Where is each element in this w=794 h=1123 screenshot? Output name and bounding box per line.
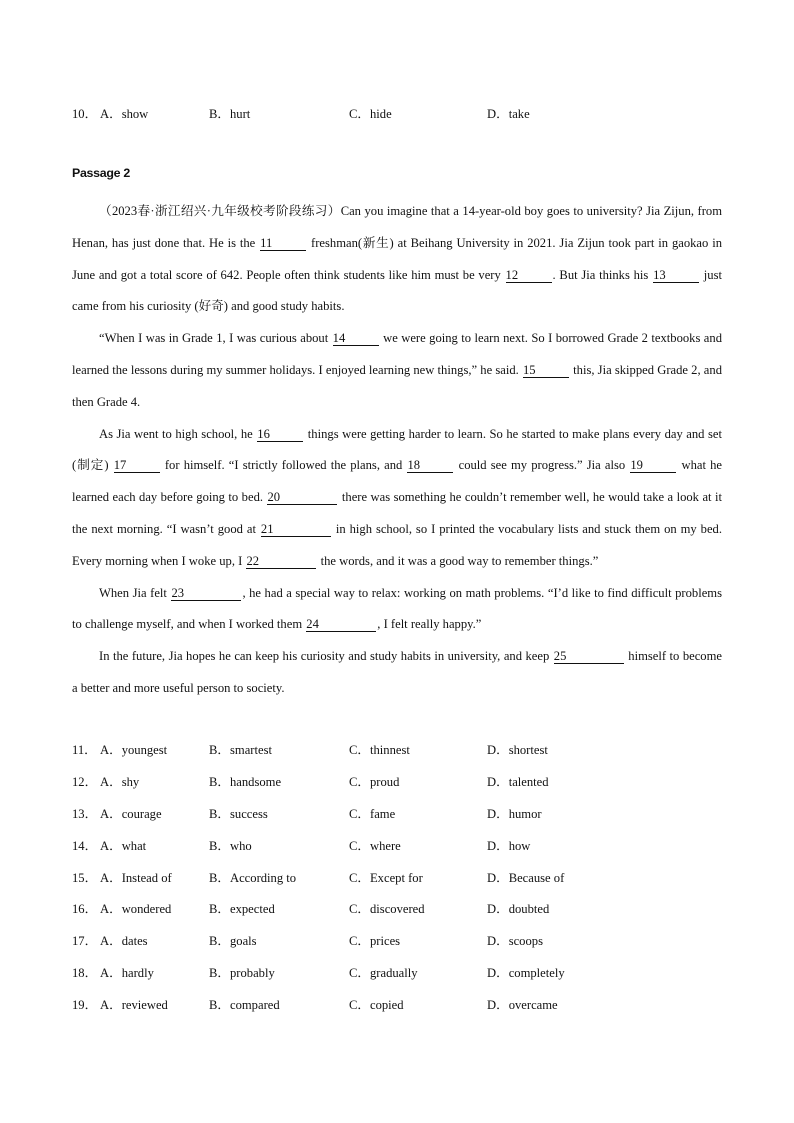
option-a: A．show	[100, 107, 149, 121]
text: this, Jia skipped Grade 2, and then Grade 4.	[72, 362, 722, 409]
option-a: A．hardly	[100, 966, 154, 980]
option-a: A．youngest	[100, 743, 168, 757]
option-c: C．where	[349, 839, 401, 853]
option-d: D．talented	[487, 775, 549, 789]
text: When Jia felt	[99, 585, 171, 600]
option-b: B．compared	[209, 998, 280, 1012]
text: freshman(新生) at Beihang University in 2021. Jia Zijun took part in gaokao in June and got a total score of 642. People often think students like him must be very	[72, 235, 722, 282]
text: for himself. “I strictly followed the plans, and	[160, 458, 407, 473]
question-13	[72, 803, 732, 821]
text: in high school, so I printed the vocabulary lists and stuck them on my bed. Every morning when I woke up, I	[72, 521, 722, 568]
option-b: B．goals	[209, 934, 257, 948]
blank-12: 12	[506, 268, 552, 283]
option-d: D．take	[487, 107, 530, 121]
option-a: A．Instead of	[100, 871, 172, 885]
paragraph-4	[72, 578, 722, 642]
blank-25: 25	[554, 649, 624, 664]
question-11	[72, 739, 732, 757]
text: we were going to learn next. So I borrowed Grade 2 textbooks and learned the lessons during my summer holidays. I enjoyed learning new things,” he said.	[72, 331, 722, 377]
option-b: B．probably	[209, 966, 275, 980]
text: In the future, Jia hopes he can keep his curiosity and study habits in university, and keep	[99, 649, 553, 664]
question-number: 18．	[72, 966, 98, 980]
text: As Jia went to high school, he	[99, 426, 257, 441]
option-b: B．expected	[209, 902, 275, 916]
text: himself to become a better and more useful person to society.	[72, 649, 722, 695]
option-a: A．reviewed	[100, 998, 168, 1012]
question-number: 19．	[72, 998, 98, 1012]
blank-19: 19	[630, 458, 676, 473]
option-c: C．copied	[349, 998, 404, 1012]
option-d: D．how	[487, 839, 531, 853]
option-c: C．hide	[349, 107, 392, 121]
option-a: A．what	[100, 839, 147, 853]
option-b: B．hurt	[209, 107, 251, 121]
question-number: 15．	[72, 871, 98, 885]
option-c: C．proud	[349, 775, 400, 789]
blank-21: 21	[261, 522, 331, 537]
option-d: D．Because of	[487, 871, 565, 885]
question-15	[72, 867, 732, 885]
text: , he had a special way to relax: working on math problems. “I’d like to find difficult problems to challenge myself, and when I worked them	[72, 585, 722, 632]
option-c: C．discovered	[349, 902, 425, 916]
question-19	[72, 994, 732, 1012]
text: what he learned each day before going to bed.	[72, 458, 722, 505]
blank-17: 17	[114, 458, 160, 473]
option-d: D．doubted	[487, 902, 550, 916]
option-d: D．shortest	[487, 743, 548, 757]
option-a: A．wondered	[100, 902, 172, 916]
option-a: A．shy	[100, 775, 140, 789]
option-b: B．According to	[209, 871, 297, 885]
option-a: A．courage	[100, 807, 162, 821]
option-b: B．who	[209, 839, 252, 853]
paragraph-1	[72, 196, 722, 323]
text: （2023春·浙江绍兴·九年级校考阶段练习）Can you imagine that a 14-year-old boy goes to university? Jia Zijun, from Henan, has just done that. He is the	[72, 204, 722, 250]
question-number: 17．	[72, 934, 98, 948]
blank-13: 13	[653, 268, 699, 283]
paragraph-2	[72, 323, 722, 418]
paragraph-3	[72, 419, 722, 578]
text: , I felt really happy.”	[377, 617, 482, 632]
blank-15: 15	[523, 363, 569, 378]
option-c: C．thinnest	[349, 743, 410, 757]
option-c: C．fame	[349, 807, 396, 821]
text: things were getting harder to learn. So he started to make plans every day and set (制定)	[72, 426, 722, 473]
text: just came from his curiosity (好奇) and good study habits.	[72, 267, 722, 314]
passage-title: Passage 2	[72, 166, 130, 180]
text: . But Jia thinks his	[552, 267, 653, 282]
blank-18: 18	[407, 458, 453, 473]
blank-16: 16	[257, 427, 303, 442]
question-18	[72, 962, 732, 980]
option-a: A．dates	[100, 934, 148, 948]
question-number: 16．	[72, 902, 98, 916]
passage-body	[72, 196, 722, 705]
text: “When I was in Grade 1, I was curious about	[99, 331, 332, 346]
blank-14: 14	[333, 331, 379, 346]
question-10	[72, 103, 732, 121]
option-b: B．handsome	[209, 775, 282, 789]
question-number: 13．	[72, 807, 98, 821]
blank-24: 24	[306, 617, 376, 632]
question-17	[72, 930, 732, 948]
option-c: C．Except for	[349, 871, 423, 885]
option-b: B．success	[209, 807, 268, 821]
option-c: C．prices	[349, 934, 401, 948]
blank-22: 22	[246, 554, 316, 569]
text: there was something he couldn’t remember well, he would take a look at it the next morning. “I wasn’t good at	[72, 490, 722, 536]
blank-11: 11	[260, 236, 306, 251]
question-14	[72, 835, 732, 853]
option-d: D．overcame	[487, 998, 558, 1012]
question-number: 11．	[72, 743, 97, 757]
question-number: 14．	[72, 839, 98, 853]
option-d: D．scoops	[487, 934, 543, 948]
text: the words, and it was a good way to remember things.”	[317, 553, 599, 568]
question-16	[72, 898, 732, 916]
text: could see my progress.” Jia also	[454, 458, 630, 473]
option-d: D．completely	[487, 966, 565, 980]
option-d: D．humor	[487, 807, 542, 821]
option-c: C．gradually	[349, 966, 418, 980]
question-number: 12．	[72, 775, 98, 789]
blank-23: 23	[171, 586, 241, 601]
question-number: 10．	[72, 107, 98, 121]
option-b: B．smartest	[209, 743, 272, 757]
question-12	[72, 771, 732, 789]
blank-20: 20	[267, 490, 337, 505]
paragraph-5	[72, 641, 722, 705]
